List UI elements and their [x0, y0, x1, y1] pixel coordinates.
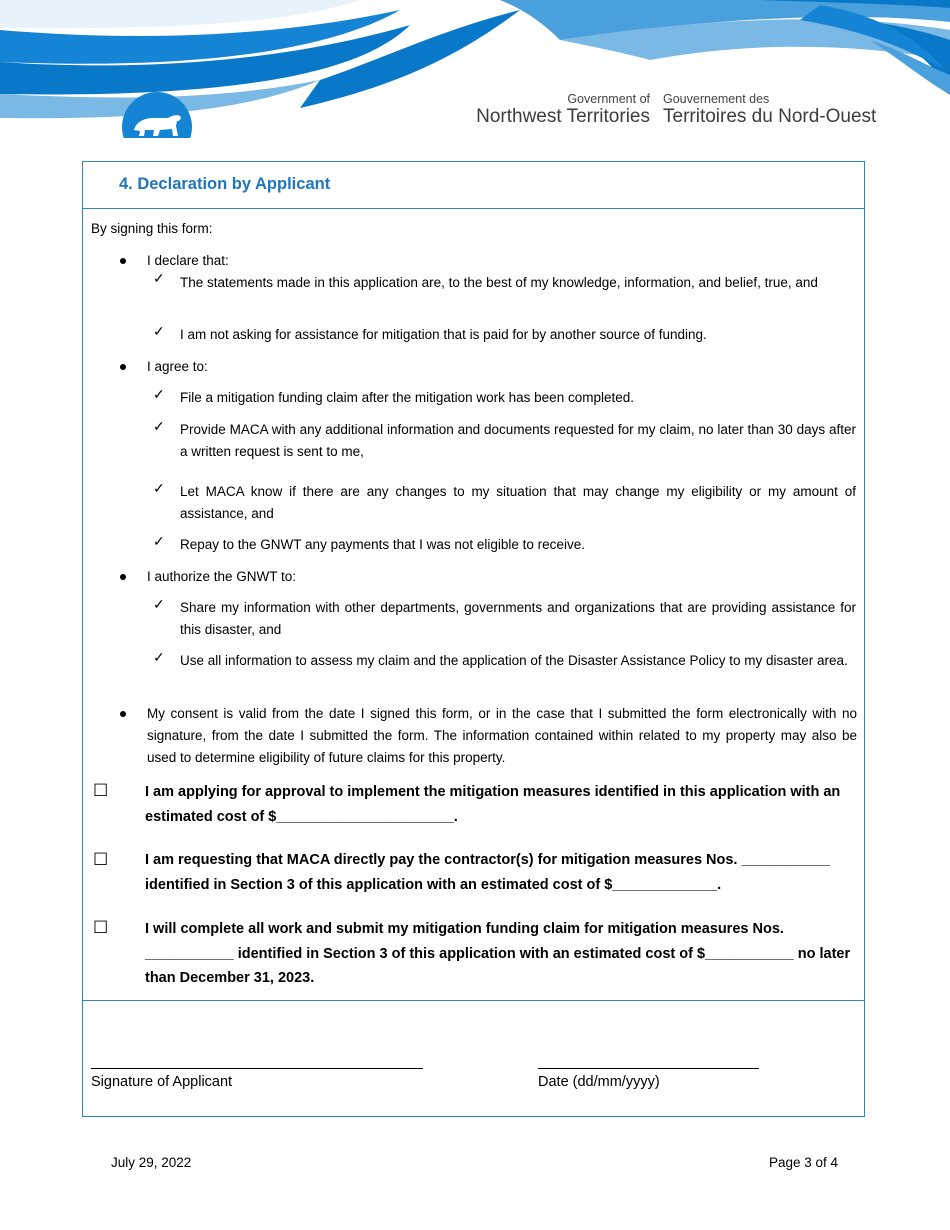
check-icon: ✓: [153, 323, 165, 339]
section-title: 4. Declaration by Applicant: [119, 175, 331, 193]
footer-date: July 29, 2022: [111, 1155, 192, 1170]
checkbox-approval[interactable]: ☐: [93, 781, 109, 800]
agree-item-1: File a mitigation funding claim after the mitigation work has been completed.: [180, 390, 634, 405]
authorize-label: I authorize the GNWT to:: [147, 569, 297, 584]
government-french-wordmark: [663, 92, 893, 128]
bullet-declare: [120, 258, 126, 264]
intro-text: By signing this form:: [91, 221, 213, 236]
gov-en-big: Northwest Territories: [476, 106, 650, 127]
check-icon: ✓: [153, 596, 165, 612]
checkbox-complete-work[interactable]: ☐: [93, 918, 109, 937]
date-line[interactable]: [538, 1068, 759, 1069]
date-label: Date (dd/mm/yyyy): [538, 1074, 660, 1090]
signature-separator: [83, 1000, 864, 1001]
bullet-agree: [120, 364, 126, 370]
agree-item-2: Provide MACA with any additional information and documents requested for my claim, no later than 30 days after a written request is sent to me,: [180, 422, 856, 459]
bullet-consent: [120, 711, 126, 717]
bullet-authorize: [120, 574, 126, 580]
check-icon: ✓: [153, 480, 165, 496]
signature-line[interactable]: [91, 1068, 423, 1069]
agree-item-4: Repay to the GNWT any payments that I was not eligible to receive.: [180, 537, 585, 552]
government-english-wordmark: [460, 92, 650, 128]
authorize-item-2: Use all information to assess my claim and the application of the Disaster Assistance Policy to my disaster area.: [180, 653, 848, 668]
check-icon: ✓: [153, 386, 165, 402]
signature-label: Signature of Applicant: [91, 1074, 233, 1090]
check-icon: ✓: [153, 533, 165, 549]
agree-label: I agree to:: [147, 359, 208, 374]
consent-text: My consent is valid from the date I signed this form, or in the case that I submitted the form electronically with no signature, from the date I submitted the form. The information contained within related to my property may also be used to determine eligibility of future claims for this property.: [147, 706, 857, 765]
gov-fr-big: Territoires du Nord-Ouest: [663, 106, 877, 127]
polar-bear-logo: [120, 90, 194, 154]
check-icon: ✓: [153, 418, 165, 434]
checkbox-direct-pay[interactable]: ☐: [93, 850, 109, 869]
check-icon: ✓: [153, 649, 165, 665]
gov-fr-small: Gouvernement des: [663, 92, 770, 106]
option-direct-pay: I am requesting that MACA directly pay the contractor(s) for mitigation measures Nos. ___________ identified in Section 3 of this application with an estimated cost of $_____________.: [145, 852, 831, 893]
declaration-section: [82, 161, 865, 1117]
declare-item-2: I am not asking for assistance for mitigation that is paid for by another source of funding.: [180, 327, 707, 342]
footer-page-number: Page 3 of 4: [769, 1155, 839, 1170]
check-icon: ✓: [153, 270, 165, 286]
option-complete-work: I will complete all work and submit my mitigation funding claim for mitigation measures Nos. ___________ identified in Section 3 of this application with an estimated cost of $___________ no later than December 31, 2023.: [145, 921, 851, 986]
section-header: [83, 162, 864, 209]
declare-item-1: The statements made in this application are, to the best of my knowledge, information, and belief, true, and: [180, 275, 818, 290]
agree-item-3: Let MACA know if there are any changes to my situation that may change my eligibility or my amount of assistance, and: [180, 484, 856, 521]
authorize-item-1: Share my information with other departments, governments and organizations that are providing assistance for this disaster, and: [180, 600, 856, 637]
option-approval: I am applying for approval to implement the mitigation measures identified in this application with an estimated cost of $______________________.: [145, 784, 841, 825]
gov-en-small: Government of: [567, 92, 650, 106]
declare-label: I declare that:: [147, 253, 229, 268]
